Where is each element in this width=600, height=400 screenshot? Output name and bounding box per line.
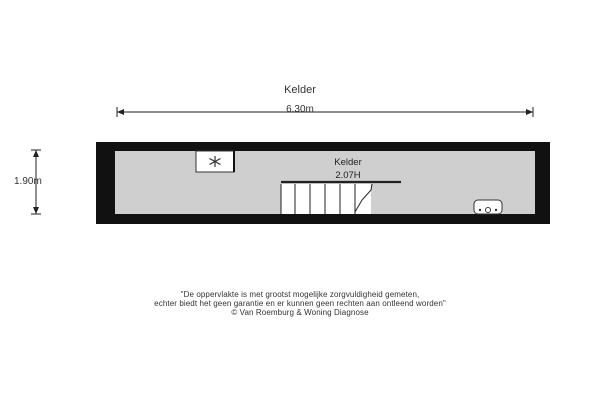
disclaimer-line-1: "De oppervlakte is met grootst mogelijke zorgvuldigheid gemeten,: [180, 290, 420, 299]
room-name-label: Kelder: [334, 157, 362, 168]
boiler-icon: [474, 200, 502, 214]
width-dimension-label: 6.30m: [286, 104, 314, 115]
copyright-line: © Van Roemburg & Woning Diagnose: [231, 308, 369, 317]
floor-title: Kelder: [284, 84, 316, 96]
fan-icon: [196, 151, 234, 172]
room-height-label: 2.07H: [335, 170, 361, 181]
disclaimer-line-2: echter biedt het geen garantie en er kunnen geen rechten aan ontleend worden": [154, 299, 446, 308]
height-dimension-label: 1.90m: [14, 176, 42, 187]
